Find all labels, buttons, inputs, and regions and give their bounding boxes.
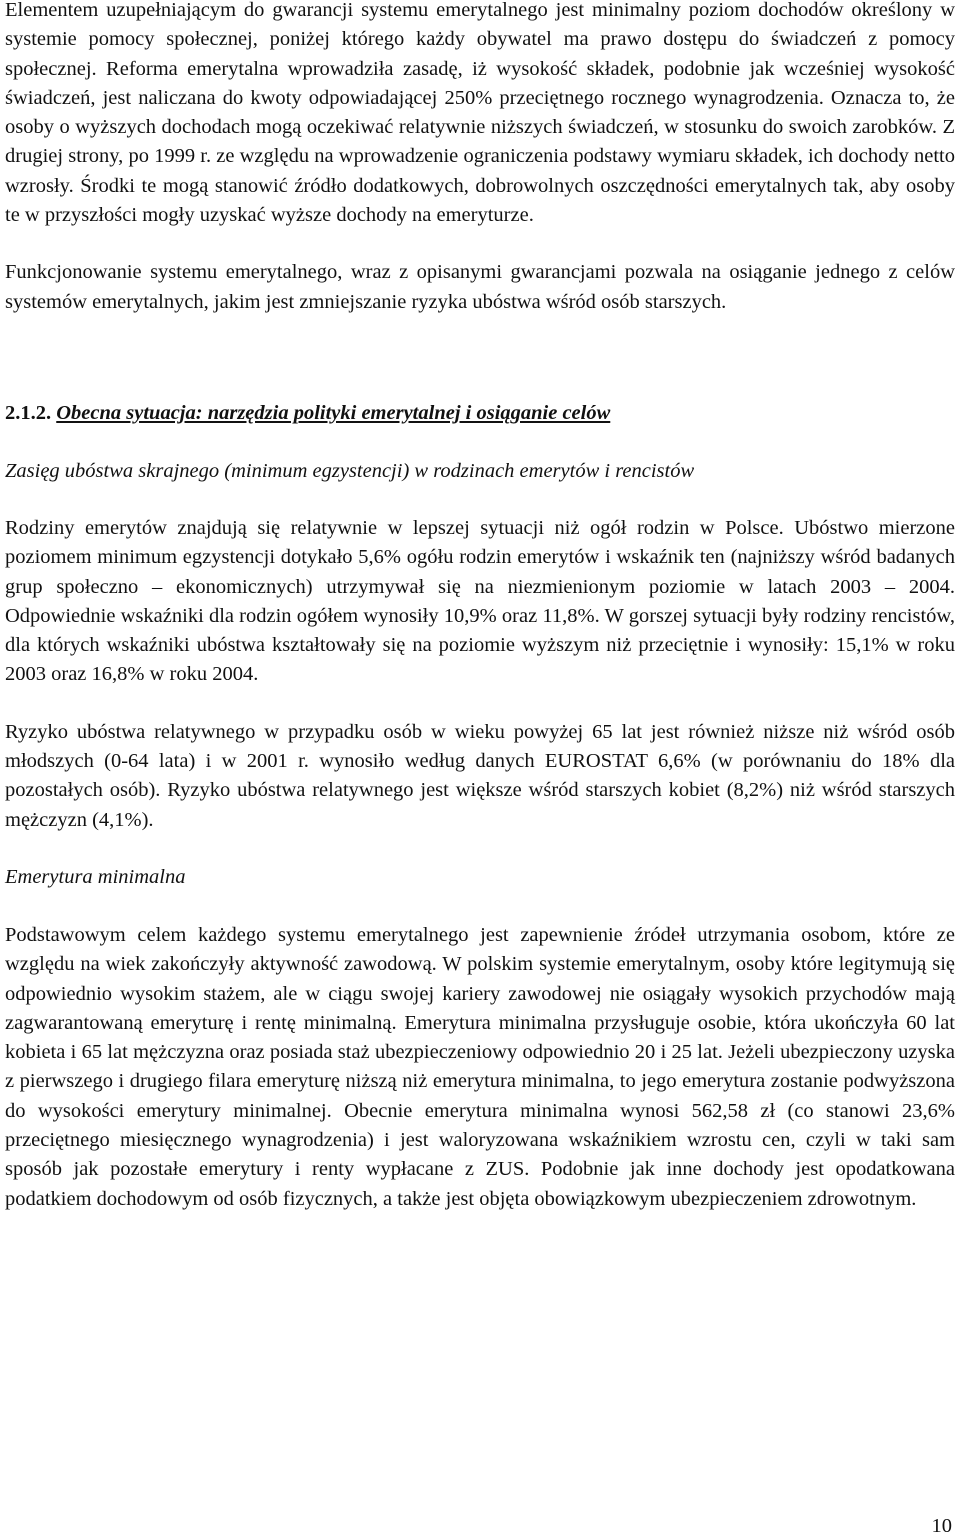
paragraph-pension-system-function: Funkcjonowanie systemu emerytalnego, wraz z opisanymi gwarancjami pozwala na osiąganie jednego z celów systemów emerytalnych, jakim jest zmniejszanie ryzyka ubóstwa wśród osób starszych. [5, 261, 955, 313]
paragraph-minimum-income: Elementem uzupełniającym do gwarancji systemu emerytalnego jest minimalny poziom dochodów określony w systemie pomocy społecznej, poniżej którego każdy obywatel ma prawo dostępu do świadczeń z pomocy społecznej. Reforma emerytalna wprowadziła zasadę, iż wysokość składek, podobnie jak wcześniej wysokość świadczeń, jest naliczana do kwoty odpowiadającej 250% przeciętnego rocznego wynagrodzenia. Oznacza to, że osoby o wyższych dochodach mogą oczekiwać relatywnie niższych świadczeń, w stosunku do swoich zarobków. Z drugiej strony, po 1999 r. ze względu na wprowadzenie ograniczenia podstawy wymiaru składek, ich dochody netto wzrosły. Środki te mogą stanowić źródło dodatkowych, dobrowolnych oszczędności emerytalnych tak, aby osoby te w przyszłości mogły uzyskać wyższe dochody na emeryturze. [5, 0, 955, 227]
page-number: 10 [931, 1515, 952, 1537]
section-title: Obecna sytuacja: narzędzia polityki emerytalnej i osiąganie celów [56, 401, 611, 424]
paragraph-minimum-pension: Podstawowym celem każdego systemu emerytalnego jest zapewnienie źródeł utrzymania osobom, które ze względu na wiek zakończyły aktywność zawodową. W polskim systemie emerytalnym, osoby które legitymują się odpowiednio wysokim stażem, ale w ciągu swojej kariery zawodowej nie osiągały wysokich przychodów mają zagwarantowaną emeryturę i rentę minimalną. Emerytura minimalna przysługuje osobie, która ukończyła 60 lat kobieta i 65 lat mężczyzna oraz posiada staż ubezpieczeniowy odpowiednio 20 i 25 lat. Jeżeli ubezpieczony uzyska z pierwszego i drugiego filara emeryturę niższą niż emerytura minimalna, to jego emerytura zostanie podwyższona do wysokości emerytury minimalnej. Obecnie emerytura minimalna wynosi 562,58 zł (co stanowi 23,6% przeciętnego miesięcznego wynagrodzenia) i jest waloryzowana wskaźnikiem wzrostu cen, czyli w taki sam sposób jak pozostałe emerytury i renty wypłacane z ZUS. Podobnie jak inne dochody jest opodatkowana podatkiem dochodowym od osób fizycznych, a także jest objęta obowiązkowym ubezpieczeniem zdrowotnym. [5, 923, 955, 1210]
section-heading [5, 399, 955, 428]
section-number: 2.1.2. [5, 401, 52, 424]
subheading-minimum-pension: Emerytura minimalna [5, 865, 186, 888]
subheading-extreme-poverty: Zasięg ubóstwa skrajnego (minimum egzystencji) w rodzinach emerytów i rencistów [5, 459, 695, 482]
document-page [5, 0, 955, 1214]
paragraph-relative-poverty-risk: Ryzyko ubóstwa relatywnego w przypadku osób w wieku powyżej 65 lat jest również niższe niż wśród osób młodszych (0-64 lata) i w 2001 r. wynosiło według danych EUROSTAT 6,6% (w porównaniu do 18% dla pozostałych osób). Ryzyko ubóstwa relatywnego jest większe wśród starszych kobiet (8,2%) niż wśród starszych mężczyzn (4,1%). [5, 720, 955, 831]
paragraph-pensioner-families: Rodziny emerytów znajdują się relatywnie w lepszej sytuacji niż ogół rodzin w Polsce. Ubóstwo mierzone poziomem minimum egzystencji dotykało 5,6% ogółu rodzin emerytów i wskaźnik ten (najniższy wśród badanych grup społeczno – ekonomicznych) utrzymywał się na niezmienionym poziomie w latach 2003 – 2004. Odpowiednie wskaźniki dla rodzin ogółem wynosiły 10,9% oraz 11,8%. W gorszej sytuacji były rodziny rencistów, dla których wskaźniki ubóstwa kształtowały się na poziomie wyższym niż przeciętnie i wynosiły: 15,1% w roku 2003 oraz 16,8% w roku 2004. [5, 516, 955, 686]
